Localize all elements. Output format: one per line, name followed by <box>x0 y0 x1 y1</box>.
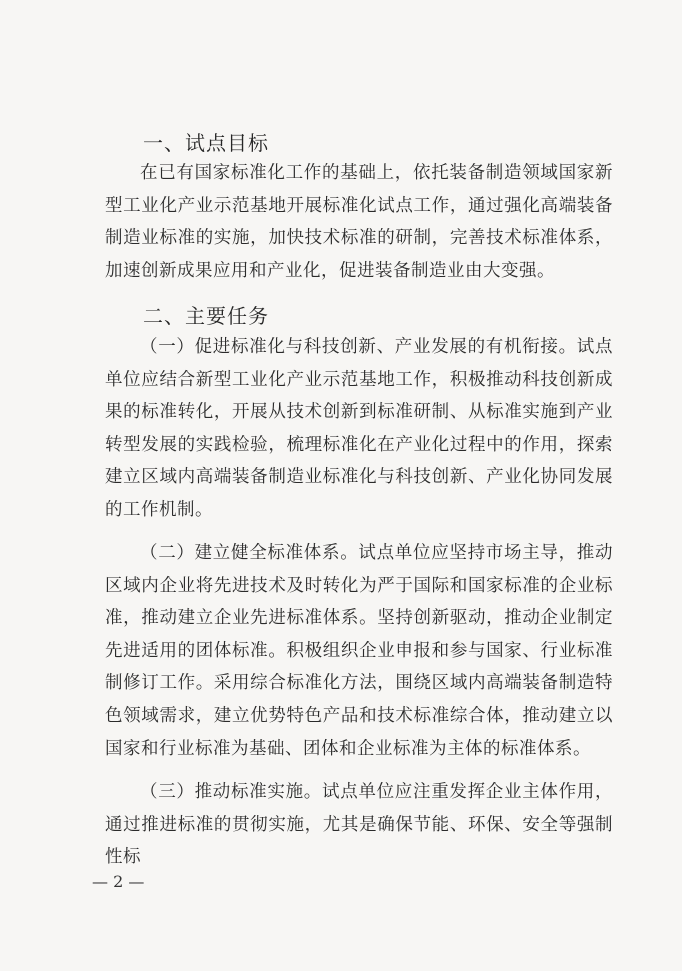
section-heading-pilot-goals: 一、试点目标 <box>143 131 269 155</box>
page-number: — 2 — <box>92 872 145 891</box>
paragraph-task-1: （一）促进标准化与科技创新、产业发展的有机衔接。试点单位应结合新型工业化产业示范基地工作，积极推动科技创新成果的标准转化，开展从技术创新到标准研制、从标准实施到产业转型发展的实践检验，梳理标准化在产业化过程中的作用，探索建立区域内高端装备制造业标准化与科技创新、产业化协同发展的工作机制。 <box>105 337 613 520</box>
paragraph-task-3: （三）推动标准实施。试点单位应注重发挥企业主体作用，通过推进标准的贯彻实施，尤其是确保节能、环保、安全等强制性标 <box>105 782 613 868</box>
section-heading-main-tasks: 二、主要任务 <box>143 304 269 328</box>
paragraph-pilot-goals: 在已有国家标准化工作的基础上，依托装备制造领域国家新型工业化产业示范基地开展标准化试点工作，通过强化高端装备制造业标准的实施，加快技术标准的研制，完善技术标准体系，加速创新成果应用和产业化，促进装备制造业由大变强。 <box>105 163 613 281</box>
paragraph-task-2: （二）建立健全标准体系。试点单位应坚持市场主导，推动区域内企业将先进技术及时转化为严于国际和国家标准的企业标准，推动建立企业先进标准体系。坚持创新驱动，推动企业制定先进适用的团体标准。积极组织企业申报和参与国家、行业标准制修订工作。采用综合标准化方法，围绕区域内高端装备制造特色领域需求，建立优势特色产品和技术标准综合体，推动建立以国家和行业标准为基础、团体和企业标准为主体的标准体系。 <box>105 543 613 759</box>
